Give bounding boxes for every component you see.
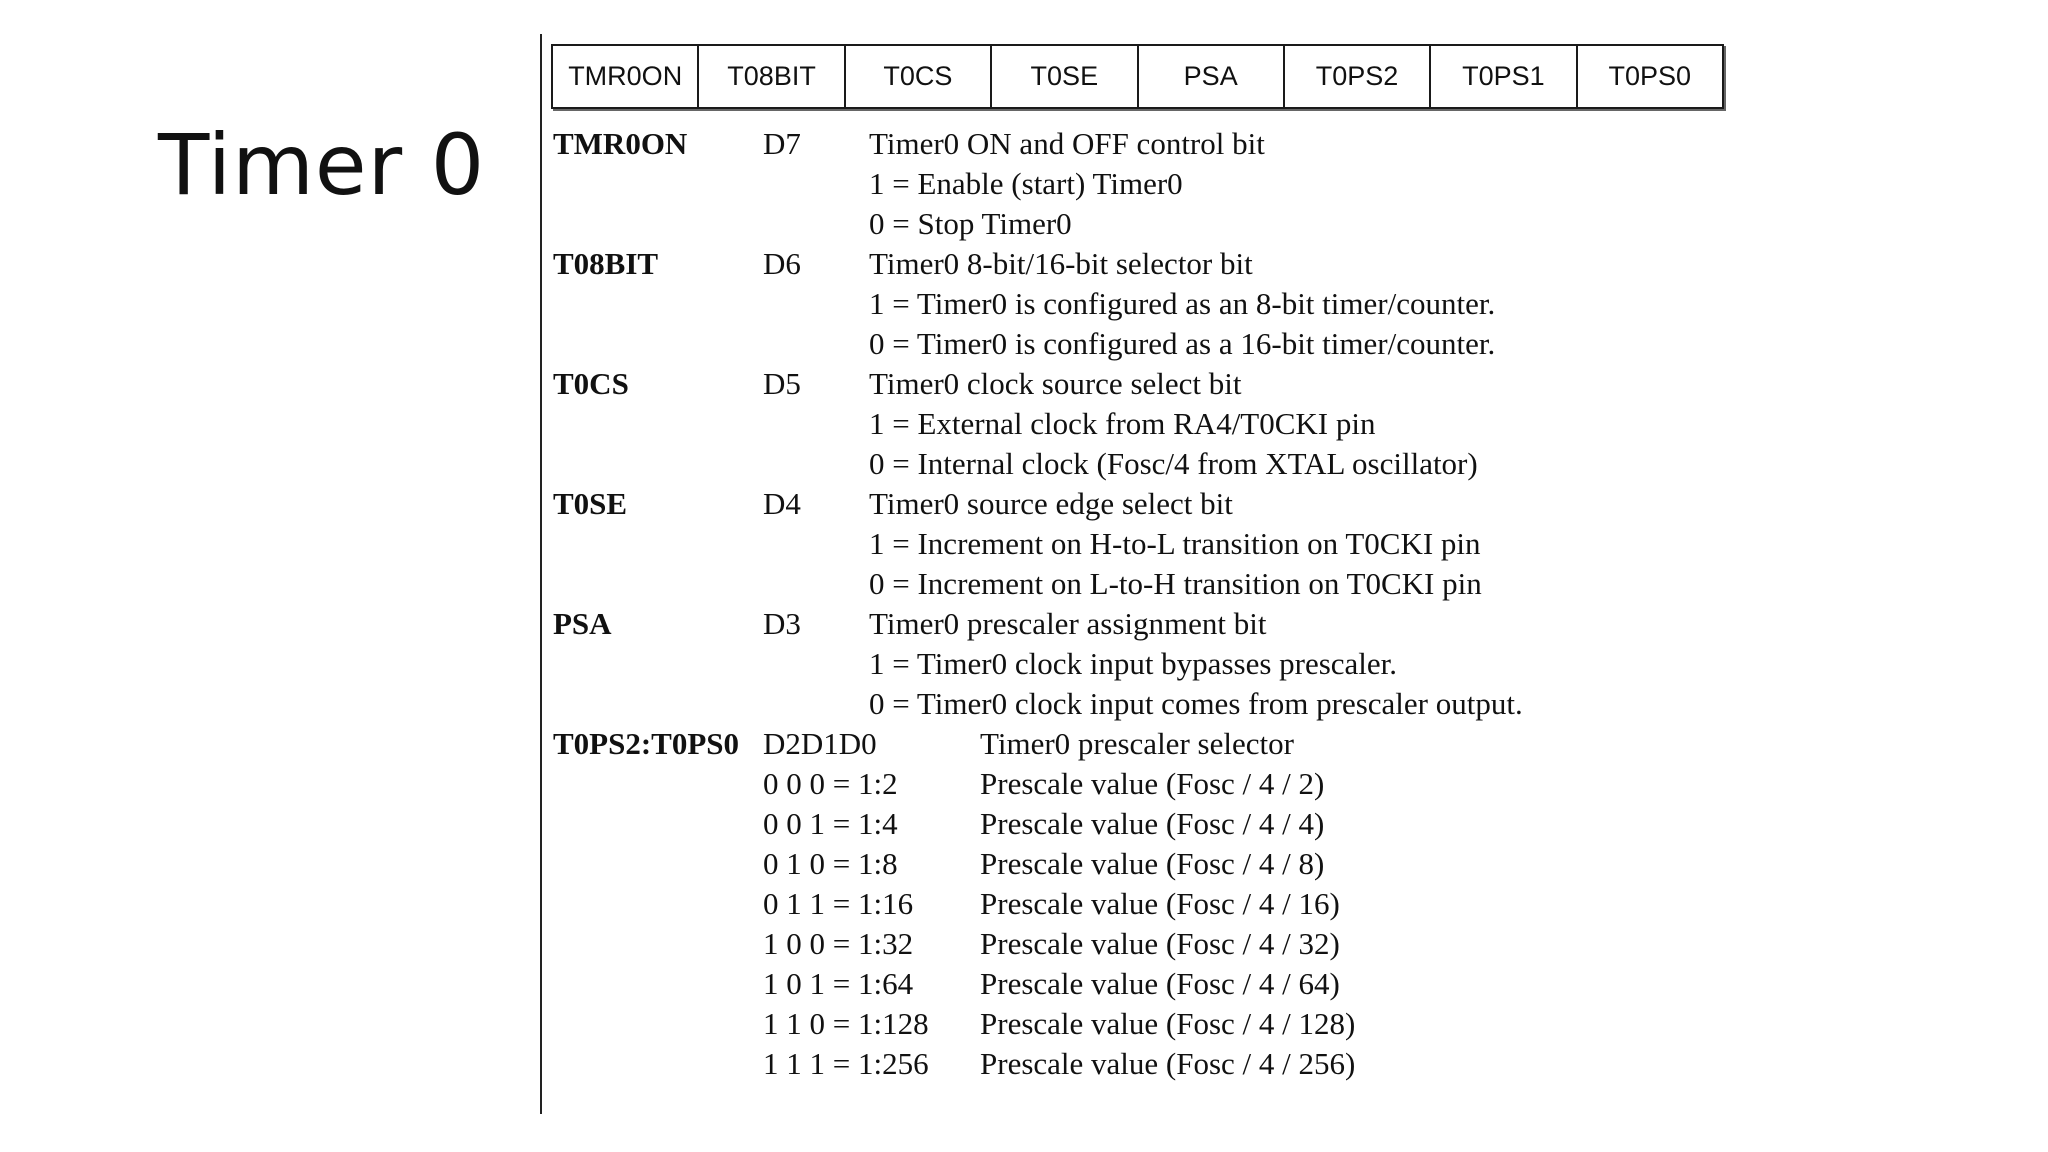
bit-cell: T0PS0 — [1608, 61, 1692, 91]
prescaler-option-row — [553, 766, 1723, 806]
definition-row — [553, 406, 1723, 446]
bit-name: T0CS — [553, 366, 629, 401]
prescaler-option-row — [553, 1046, 1723, 1086]
bit-description: Timer0 8-bit/16-bit selector bit — [869, 246, 1253, 281]
bit-value-1: 1 = External clock from RA4/T0CKI pin — [869, 406, 1376, 441]
prescaler-desc: Prescale value (Fosc / 4 / 4) — [980, 806, 1325, 841]
prescaler-code: 1 1 0 = 1:128 — [763, 1006, 929, 1041]
prescaler-option-row — [553, 806, 1723, 846]
prescaler-code: 0 1 0 = 1:8 — [763, 846, 898, 881]
bit-cell: T0PS2 — [1285, 46, 1431, 107]
definition-row — [553, 326, 1723, 366]
bit-value-1: 1 = Enable (start) Timer0 — [869, 166, 1183, 201]
prescaler-header-row — [553, 726, 1723, 766]
definition-row — [553, 166, 1723, 206]
bit-value-0: 0 = Stop Timer0 — [869, 206, 1072, 241]
bit-position: D7 — [763, 126, 801, 161]
bit-description: Timer0 clock source select bit — [869, 366, 1242, 401]
bit-name: T0PS2:T0PS0 — [553, 726, 740, 761]
prescaler-option-row — [553, 886, 1723, 926]
slide-title: Timer 0 — [158, 116, 486, 214]
prescaler-desc: Prescale value (Fosc / 4 / 32) — [980, 926, 1340, 961]
bit-name: T08BIT — [553, 246, 659, 281]
prescaler-desc: Prescale value (Fosc / 4 / 128) — [980, 1006, 1356, 1041]
prescaler-code: 0 1 1 = 1:16 — [763, 886, 914, 921]
prescaler-desc: Prescale value (Fosc / 4 / 256) — [980, 1046, 1356, 1081]
bit-description: Timer0 prescaler selector — [980, 726, 1294, 761]
bit-position: D3 — [763, 606, 801, 641]
prescaler-option-row — [553, 846, 1723, 886]
definition-row — [553, 126, 1723, 166]
definition-row — [553, 486, 1723, 526]
definition-row — [553, 606, 1723, 646]
prescaler-option-row — [553, 966, 1723, 1006]
bit-definitions — [553, 126, 1723, 1086]
prescaler-code: 1 1 1 = 1:256 — [763, 1046, 929, 1081]
bit-cell: PSA — [1139, 46, 1285, 107]
prescaler-desc: Prescale value (Fosc / 4 / 64) — [980, 966, 1340, 1001]
prescaler-option-row — [553, 1006, 1723, 1046]
bit-description: Timer0 source edge select bit — [869, 486, 1233, 521]
definition-row — [553, 286, 1723, 326]
prescaler-code: 1 0 1 = 1:64 — [763, 966, 914, 1001]
bit-cell: T0CS — [846, 46, 992, 107]
bit-position: D5 — [763, 366, 801, 401]
bit-cell: T0SE — [992, 46, 1138, 107]
register-figure — [540, 34, 1730, 1114]
prescaler-code: 1 0 0 = 1:32 — [763, 926, 914, 961]
bit-position: D4 — [763, 486, 801, 521]
definition-row — [553, 526, 1723, 566]
bit-position: D6 — [763, 246, 801, 281]
register-bit-layout — [551, 44, 1724, 109]
bit-name: T0SE — [553, 486, 628, 521]
definition-row — [553, 566, 1723, 606]
prescaler-code: 0 0 0 = 1:2 — [763, 766, 898, 801]
definition-row — [553, 646, 1723, 686]
bit-value-1: 1 = Timer0 is configured as an 8-bit timer/counter. — [869, 286, 1496, 321]
bit-value-0: 0 = Increment on L-to-H transition on T0CKI pin — [869, 566, 1482, 601]
bit-cell: T08BIT — [699, 46, 845, 107]
bit-cell: TMR0ON — [553, 46, 699, 107]
prescaler-desc: Prescale value (Fosc / 4 / 2) — [980, 766, 1325, 801]
figure-left-border — [540, 34, 542, 1114]
bit-description: Timer0 prescaler assignment bit — [869, 606, 1267, 641]
prescaler-code: 0 0 1 = 1:4 — [763, 806, 898, 841]
prescaler-option-row — [553, 926, 1723, 966]
prescaler-desc: Prescale value (Fosc / 4 / 16) — [980, 886, 1340, 921]
bit-value-1: 1 = Increment on H-to-L transition on T0CKI pin — [869, 526, 1481, 561]
definition-row — [553, 206, 1723, 246]
definition-row — [553, 246, 1723, 286]
definition-row — [553, 366, 1723, 406]
bit-value-0: 0 = Timer0 is configured as a 16-bit timer/counter. — [869, 326, 1496, 361]
prescaler-desc: Prescale value (Fosc / 4 / 8) — [980, 846, 1325, 881]
bit-cell: T0PS1 — [1431, 46, 1577, 107]
bit-value-0: 0 = Timer0 clock input comes from prescaler output. — [869, 686, 1523, 721]
bit-value-0: 0 = Internal clock (Fosc/4 from XTAL oscillator) — [869, 446, 1478, 481]
bit-description: Timer0 ON and OFF control bit — [869, 126, 1265, 161]
definition-row — [553, 446, 1723, 486]
bit-position: D2D1D0 — [763, 726, 877, 761]
bit-value-1: 1 = Timer0 clock input bypasses prescaler. — [869, 646, 1398, 681]
definition-row — [553, 686, 1723, 726]
bit-name: TMR0ON — [553, 126, 688, 161]
bit-name: PSA — [553, 606, 612, 641]
